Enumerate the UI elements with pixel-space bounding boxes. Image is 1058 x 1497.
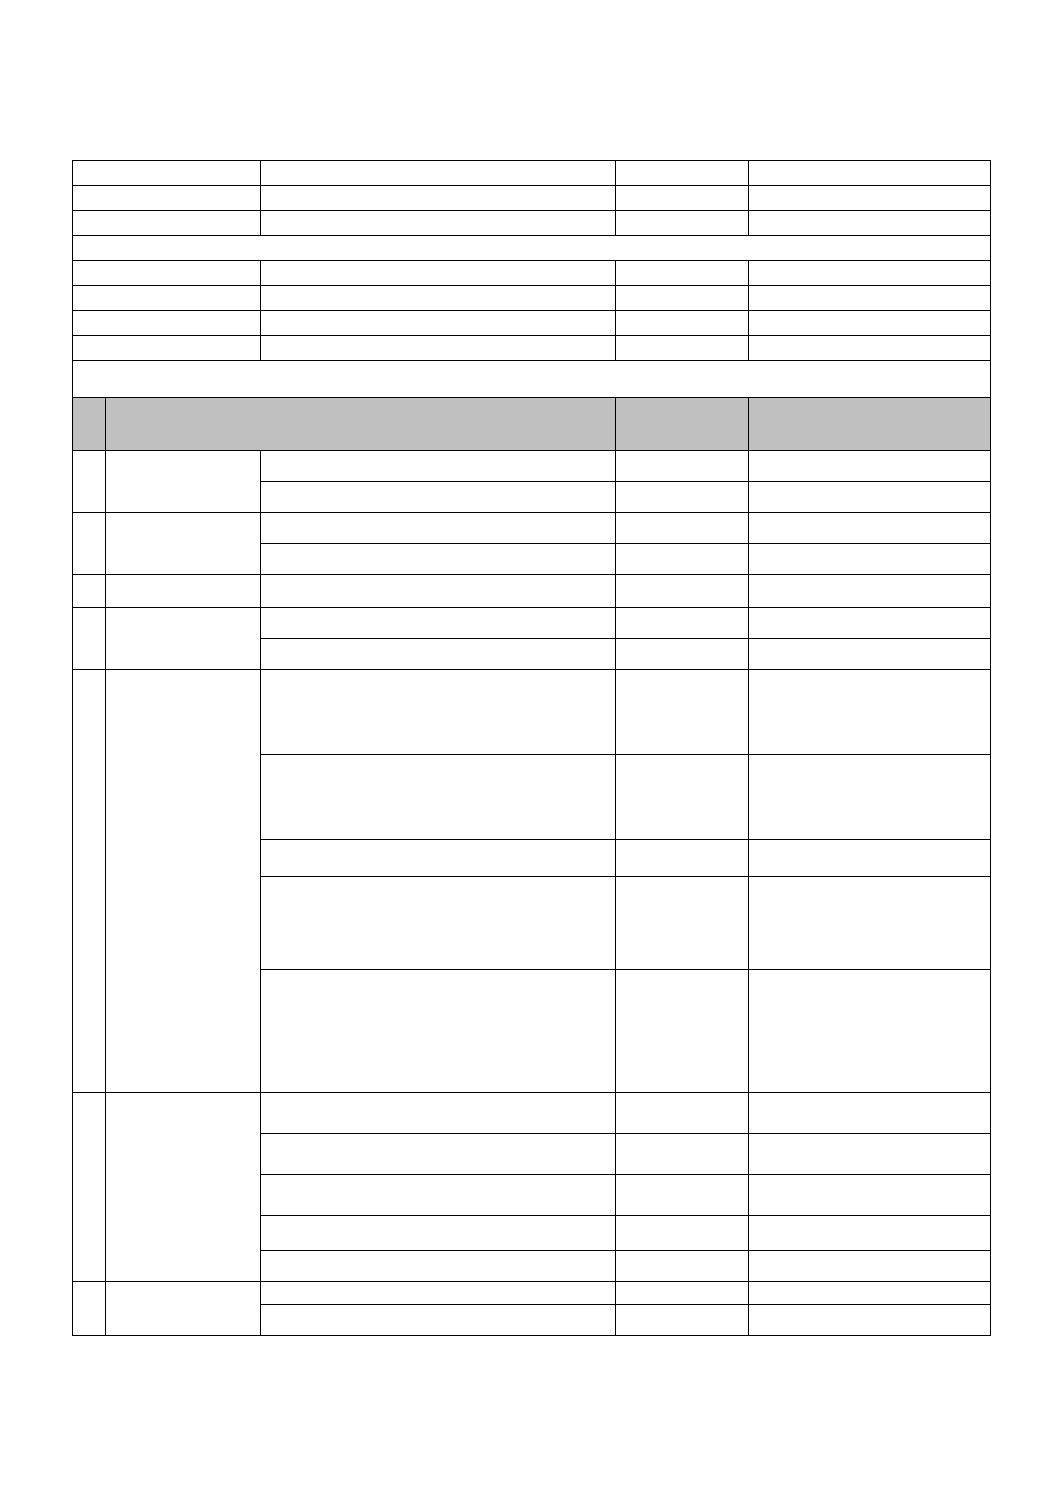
cell-last: [749, 1282, 991, 1305]
cell-label: [73, 286, 261, 311]
cell-middle: [616, 877, 749, 970]
cell-last: [749, 336, 991, 361]
table-row: [73, 161, 991, 186]
table-row: [73, 1093, 991, 1134]
cell-description: [261, 482, 616, 513]
cell-last: [749, 186, 991, 211]
table-row: [73, 513, 991, 544]
cell-last: [749, 1216, 991, 1251]
cell-middle: [616, 336, 749, 361]
cell-last: [749, 840, 991, 877]
cell-description: [261, 608, 616, 639]
cell-description: [261, 1134, 616, 1175]
cell-section-number: [73, 608, 106, 670]
cell-middle: [616, 755, 749, 840]
cell-last: [749, 970, 991, 1093]
table-header-row: [73, 398, 991, 451]
cell-section-group: [106, 608, 261, 670]
table-row: [73, 608, 991, 639]
cell-description: [261, 311, 616, 336]
cell-middle: [616, 1282, 749, 1305]
separator-row: [73, 236, 991, 261]
main-data-table: [72, 160, 991, 1336]
cell-middle: [616, 1134, 749, 1175]
cell-description: [261, 840, 616, 877]
cell-last: [749, 1175, 991, 1216]
cell-description: [261, 261, 616, 286]
cell-middle: [616, 482, 749, 513]
cell-last: [749, 1093, 991, 1134]
cell-last: [749, 1251, 991, 1282]
cell-middle: [616, 451, 749, 482]
cell-middle: [616, 186, 749, 211]
cell-last: [749, 544, 991, 575]
cell-description: [261, 336, 616, 361]
cell-section-group: [106, 1093, 261, 1282]
cell-middle: [616, 608, 749, 639]
cell-last: [749, 608, 991, 639]
cell-section-number: [73, 513, 106, 575]
cell-description: [261, 161, 616, 186]
cell-last: [749, 451, 991, 482]
cell-last: [749, 877, 991, 970]
cell-description: [261, 1251, 616, 1282]
cell-last: [749, 286, 991, 311]
cell-label: [73, 311, 261, 336]
cell-separator: [73, 236, 991, 261]
table-row: [73, 186, 991, 211]
cell-middle: [616, 211, 749, 236]
cell-last: [749, 211, 991, 236]
cell-description: [261, 544, 616, 575]
cell-middle: [616, 1305, 749, 1336]
cell-label: [73, 336, 261, 361]
cell-label: [73, 161, 261, 186]
cell-section-number: [73, 1282, 106, 1336]
cell-middle: [616, 1093, 749, 1134]
cell-middle: [616, 513, 749, 544]
cell-description: [261, 1216, 616, 1251]
cell-section-number: [73, 670, 106, 1093]
table-row: [73, 670, 991, 755]
cell-description: [261, 670, 616, 755]
cell-middle: [616, 1251, 749, 1282]
cell-middle: [616, 575, 749, 608]
cell-section-group: [106, 451, 261, 513]
cell-last: [749, 639, 991, 670]
cell-description: [261, 1175, 616, 1216]
cell-middle: [616, 670, 749, 755]
cell-middle: [616, 161, 749, 186]
cell-section-group: [106, 575, 261, 608]
cell-middle: [616, 1216, 749, 1251]
cell-last: [749, 1134, 991, 1175]
cell-middle: [616, 840, 749, 877]
cell-middle: [616, 639, 749, 670]
cell-middle: [616, 311, 749, 336]
cell-last: [749, 755, 991, 840]
cell-last: [749, 670, 991, 755]
cell-section-group: [106, 1282, 261, 1336]
cell-description: [261, 1305, 616, 1336]
table-row: [73, 575, 991, 608]
separator-row: [73, 361, 991, 398]
cell-label: [73, 211, 261, 236]
cell-section-number: [73, 575, 106, 608]
header-cell-description: [106, 398, 616, 451]
cell-description: [261, 755, 616, 840]
cell-middle: [616, 544, 749, 575]
cell-last: [749, 261, 991, 286]
cell-description: [261, 877, 616, 970]
cell-description: [261, 639, 616, 670]
cell-label: [73, 261, 261, 286]
cell-description: [261, 451, 616, 482]
cell-last: [749, 311, 991, 336]
cell-last: [749, 513, 991, 544]
cell-middle: [616, 1175, 749, 1216]
cell-description: [261, 513, 616, 544]
cell-middle: [616, 261, 749, 286]
cell-separator: [73, 361, 991, 398]
header-cell-num: [73, 398, 106, 451]
cell-last: [749, 161, 991, 186]
table-row: [73, 1282, 991, 1305]
cell-middle: [616, 286, 749, 311]
table-row: [73, 286, 991, 311]
table-row: [73, 451, 991, 482]
table-row: [73, 261, 991, 286]
cell-last: [749, 482, 991, 513]
cell-section-number: [73, 1093, 106, 1282]
cell-description: [261, 286, 616, 311]
cell-description: [261, 1282, 616, 1305]
cell-section-group: [106, 670, 261, 1093]
table-row: [73, 311, 991, 336]
cell-description: [261, 1093, 616, 1134]
cell-last: [749, 1305, 991, 1336]
cell-section-number: [73, 451, 106, 513]
cell-description: [261, 575, 616, 608]
cell-description: [261, 970, 616, 1093]
header-cell-last: [749, 398, 991, 451]
cell-label: [73, 186, 261, 211]
cell-section-group: [106, 513, 261, 575]
cell-middle: [616, 970, 749, 1093]
cell-last: [749, 575, 991, 608]
table-row: [73, 211, 991, 236]
cell-description: [261, 211, 616, 236]
header-cell-middle: [616, 398, 749, 451]
cell-description: [261, 186, 616, 211]
table-row: [73, 336, 991, 361]
